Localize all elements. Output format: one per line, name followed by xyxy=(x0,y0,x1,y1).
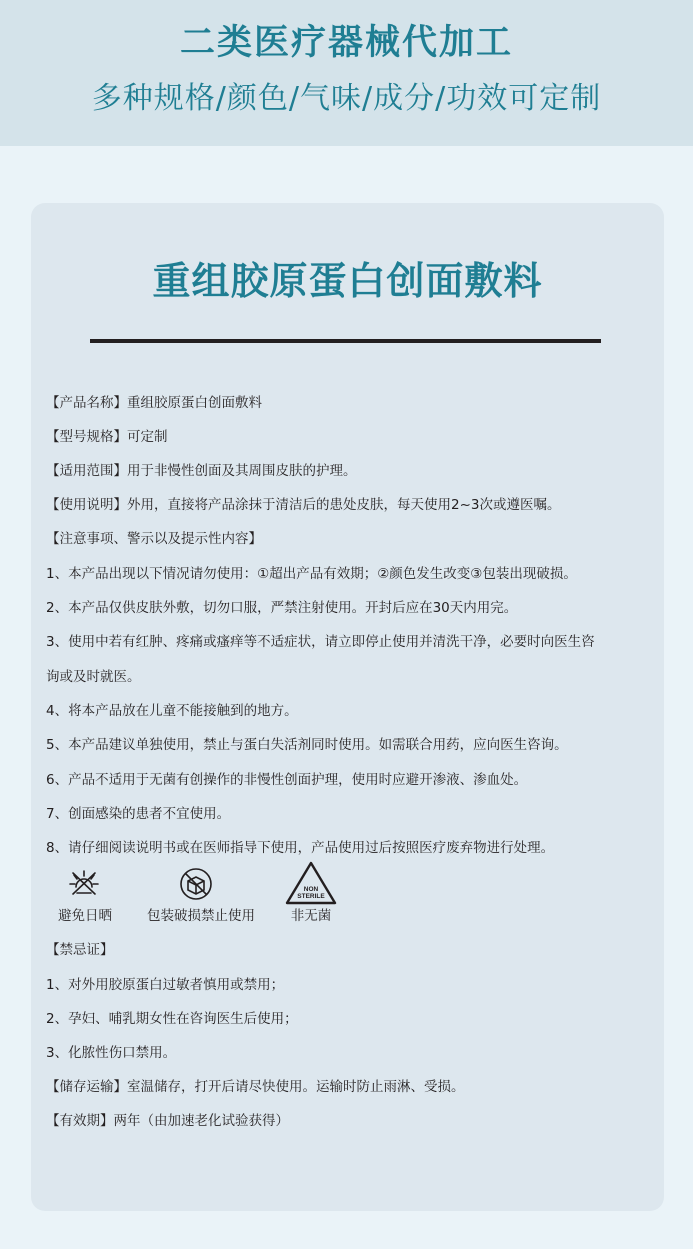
text-line: 1、对外用胶原蛋白过敏者慎用或禁用； xyxy=(46,977,285,993)
keep-away-from-sunlight-icon xyxy=(67,867,101,901)
product-card xyxy=(31,203,664,1211)
text-line: 【使用说明】外用，直接将产品涂抹于清洁后的患处皮肤，每天使用2~3次或遵医嘱。 xyxy=(46,497,561,513)
do-not-use-if-damaged-icon xyxy=(178,866,214,902)
text-line: 2、孕妇、哺乳期女性在咨询医生后使用； xyxy=(46,1011,298,1027)
text-line: 7、创面感染的患者不宜使用。 xyxy=(46,806,231,822)
non-sterile-icon xyxy=(285,861,337,905)
icon-label: 非无菌 xyxy=(290,908,332,924)
non-sterile-text-1: NON xyxy=(303,886,319,893)
text-line: 【注意事项、警示以及提示性内容】 xyxy=(46,531,262,547)
text-line: 【适用范围】用于非慢性创面及其周围皮肤的护理。 xyxy=(46,463,357,479)
text-line: 【有效期】两年（由加速老化试验获得） xyxy=(46,1113,289,1129)
text-line: 8、请仔细阅读说明书或在医师指导下使用，产品使用过后按照医疗废弃物进行处理。 xyxy=(46,840,555,856)
text-line: 【禁忌证】 xyxy=(46,942,114,958)
text-line: 询或及时就医。 xyxy=(46,669,141,685)
text-line: 3、使用中若有红肿、疼痛或瘙痒等不适症状，请立即停止使用并清洗干净，必要时向医生咨 xyxy=(46,634,595,650)
title-divider xyxy=(90,339,601,343)
text-line: 【储存运输】室温储存，打开后请尽快使用。运输时防止雨淋、受损。 xyxy=(46,1079,465,1095)
card-title: 重组胶原蛋白创面敷料 xyxy=(152,259,543,303)
text-line: 4、将本产品放在儿童不能接触到的地方。 xyxy=(46,703,298,719)
text-line: 3、化脓性伤口禁用。 xyxy=(46,1045,177,1061)
icon-label: 避免日晒 xyxy=(58,908,112,924)
text-line: 5、本产品建议单独使用，禁止与蛋白失活剂同时使用。如需联合用药，应向医生咨询。 xyxy=(46,737,568,753)
non-sterile-text-2: STERILE xyxy=(297,893,325,900)
text-line: 2、本产品仅供皮肤外敷，切勿口服，严禁注射使用。开封后应在30天内用完。 xyxy=(46,600,518,616)
header-banner xyxy=(0,0,693,146)
text-line: 【产品名称】重组胶原蛋白创面敷料 xyxy=(46,395,262,411)
text-line: 1、本产品出现以下情况请勿使用：①超出产品有效期；②颜色发生改变③包装出现破损。 xyxy=(46,566,577,582)
header-title: 二类医疗器械代加工 xyxy=(179,23,513,63)
header-subtitle: 多种规格/颜色/气味/成分/功效可定制 xyxy=(91,81,602,116)
icon-label: 包装破损禁止使用 xyxy=(147,908,255,924)
text-line: 6、产品不适用于无菌有创操作的非慢性创面护理，使用时应避开渗液、渗血处。 xyxy=(46,772,528,788)
text-line: 【型号规格】可定制 xyxy=(46,429,168,445)
